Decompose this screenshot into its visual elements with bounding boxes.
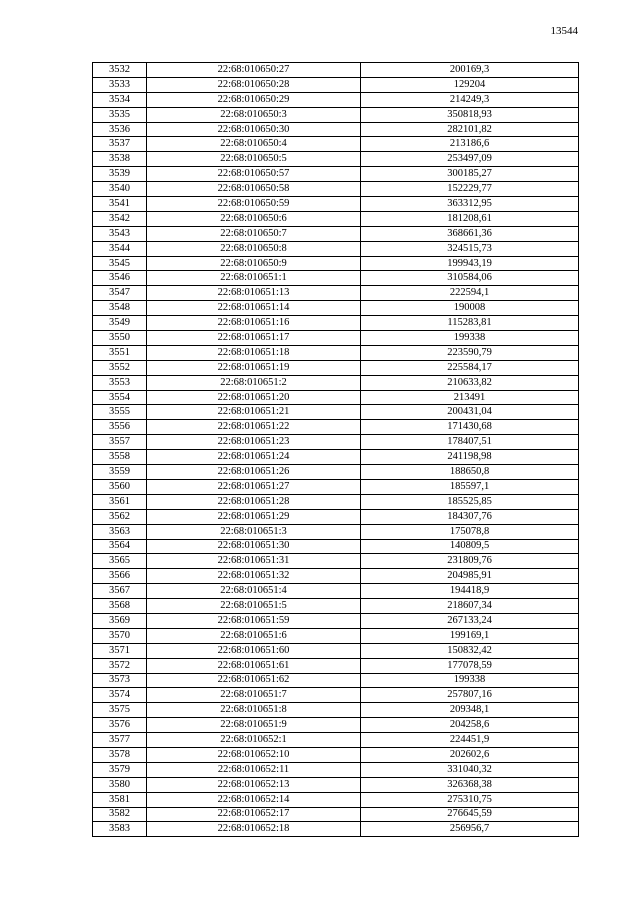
row-number-cell: 3552 <box>93 360 147 375</box>
cadastral-number-cell: 22:68:010650:3 <box>147 107 361 122</box>
value-cell: 225584,17 <box>361 360 579 375</box>
row-number-cell: 3579 <box>93 762 147 777</box>
cadastral-number-cell: 22:68:010651:60 <box>147 643 361 658</box>
value-cell: 199338 <box>361 331 579 346</box>
table-row <box>93 360 579 375</box>
cadastral-number-cell: 22:68:010651:30 <box>147 539 361 554</box>
value-cell: 241198,98 <box>361 450 579 465</box>
cadastral-number-cell: 22:68:010652:1 <box>147 733 361 748</box>
cadastral-number-cell: 22:68:010652:14 <box>147 792 361 807</box>
cadastral-number-cell: 22:68:010651:21 <box>147 405 361 420</box>
value-cell: 184307,76 <box>361 509 579 524</box>
table-row <box>93 747 579 762</box>
value-cell: 190008 <box>361 301 579 316</box>
table-row <box>93 509 579 524</box>
table-row <box>93 241 579 256</box>
cadastral-number-cell: 22:68:010652:10 <box>147 747 361 762</box>
table-row <box>93 182 579 197</box>
row-number-cell: 3564 <box>93 539 147 554</box>
value-cell: 200169,3 <box>361 63 579 78</box>
table-row <box>93 316 579 331</box>
cadastral-number-cell: 22:68:010650:30 <box>147 122 361 137</box>
row-number-cell: 3562 <box>93 509 147 524</box>
row-number-cell: 3576 <box>93 718 147 733</box>
cadastral-number-cell: 22:68:010651:18 <box>147 345 361 360</box>
row-number-cell: 3557 <box>93 435 147 450</box>
value-cell: 199943,19 <box>361 256 579 271</box>
cadastral-number-cell: 22:68:010651:16 <box>147 316 361 331</box>
table-row <box>93 122 579 137</box>
cadastral-number-cell: 22:68:010651:6 <box>147 628 361 643</box>
row-number-cell: 3574 <box>93 688 147 703</box>
table-row <box>93 77 579 92</box>
cadastral-number-cell: 22:68:010651:29 <box>147 509 361 524</box>
cadastral-number-cell: 22:68:010650:8 <box>147 241 361 256</box>
cadastral-number-cell: 22:68:010651:9 <box>147 718 361 733</box>
table-row <box>93 792 579 807</box>
table-row <box>93 658 579 673</box>
row-number-cell: 3541 <box>93 197 147 212</box>
row-number-cell: 3545 <box>93 256 147 271</box>
row-number-cell: 3568 <box>93 599 147 614</box>
table-row <box>93 152 579 167</box>
cadastral-number-cell: 22:68:010651:22 <box>147 420 361 435</box>
value-cell: 175078,8 <box>361 524 579 539</box>
value-cell: 178407,51 <box>361 435 579 450</box>
row-number-cell: 3533 <box>93 77 147 92</box>
row-number-cell: 3582 <box>93 807 147 822</box>
cadastral-number-cell: 22:68:010650:6 <box>147 211 361 226</box>
cadastral-number-cell: 22:68:010651:31 <box>147 554 361 569</box>
value-cell: 202602,6 <box>361 747 579 762</box>
value-cell: 224451,9 <box>361 733 579 748</box>
cadastral-number-cell: 22:68:010651:62 <box>147 673 361 688</box>
table-row <box>93 405 579 420</box>
cadastral-number-cell: 22:68:010650:57 <box>147 167 361 182</box>
value-cell: 300185,27 <box>361 167 579 182</box>
row-number-cell: 3580 <box>93 777 147 792</box>
row-number-cell: 3555 <box>93 405 147 420</box>
table-row <box>93 688 579 703</box>
table-row <box>93 390 579 405</box>
value-cell: 185525,85 <box>361 494 579 509</box>
cadastral-number-cell: 22:68:010651:14 <box>147 301 361 316</box>
row-number-cell: 3534 <box>93 92 147 107</box>
value-cell: 213186,6 <box>361 137 579 152</box>
row-number-cell: 3571 <box>93 643 147 658</box>
value-cell: 214249,3 <box>361 92 579 107</box>
row-number-cell: 3570 <box>93 628 147 643</box>
row-number-cell: 3560 <box>93 479 147 494</box>
cadastral-number-cell: 22:68:010651:7 <box>147 688 361 703</box>
cadastral-number-cell: 22:68:010650:59 <box>147 197 361 212</box>
table-row <box>93 643 579 658</box>
row-number-cell: 3561 <box>93 494 147 509</box>
value-cell: 204985,91 <box>361 569 579 584</box>
value-cell: 222594,1 <box>361 286 579 301</box>
value-cell: 275310,75 <box>361 792 579 807</box>
row-number-cell: 3536 <box>93 122 147 137</box>
page-number: 13544 <box>550 25 578 37</box>
row-number-cell: 3540 <box>93 182 147 197</box>
row-number-cell: 3563 <box>93 524 147 539</box>
cadastral-number-cell: 22:68:010651:27 <box>147 479 361 494</box>
table-row <box>93 420 579 435</box>
row-number-cell: 3543 <box>93 226 147 241</box>
cadastral-number-cell: 22:68:010651:20 <box>147 390 361 405</box>
table-row <box>93 599 579 614</box>
cadastral-number-cell: 22:68:010651:59 <box>147 613 361 628</box>
cadastral-number-cell: 22:68:010650:4 <box>147 137 361 152</box>
row-number-cell: 3550 <box>93 331 147 346</box>
value-cell: 181208,61 <box>361 211 579 226</box>
value-cell: 210633,82 <box>361 375 579 390</box>
table-row <box>93 197 579 212</box>
value-cell: 368661,36 <box>361 226 579 241</box>
cadastral-number-cell: 22:68:010650:7 <box>147 226 361 241</box>
value-cell: 267133,24 <box>361 613 579 628</box>
row-number-cell: 3535 <box>93 107 147 122</box>
value-cell: 257807,16 <box>361 688 579 703</box>
value-cell: 282101,82 <box>361 122 579 137</box>
value-cell: 200431,04 <box>361 405 579 420</box>
row-number-cell: 3577 <box>93 733 147 748</box>
table-row <box>93 807 579 822</box>
table-row <box>93 256 579 271</box>
value-cell: 363312,95 <box>361 197 579 212</box>
table-row <box>93 92 579 107</box>
table-row <box>93 762 579 777</box>
row-number-cell: 3532 <box>93 63 147 78</box>
row-number-cell: 3554 <box>93 390 147 405</box>
table-row <box>93 524 579 539</box>
value-cell: 324515,73 <box>361 241 579 256</box>
cadastral-number-cell: 22:68:010651:1 <box>147 271 361 286</box>
row-number-cell: 3546 <box>93 271 147 286</box>
cadastral-number-cell: 22:68:010651:3 <box>147 524 361 539</box>
row-number-cell: 3567 <box>93 584 147 599</box>
row-number-cell: 3556 <box>93 420 147 435</box>
row-number-cell: 3558 <box>93 450 147 465</box>
row-number-cell: 3542 <box>93 211 147 226</box>
value-cell: 129204 <box>361 77 579 92</box>
cadastral-number-cell: 22:68:010651:2 <box>147 375 361 390</box>
row-number-cell: 3578 <box>93 747 147 762</box>
table-row <box>93 137 579 152</box>
cadastral-table <box>92 62 579 837</box>
row-number-cell: 3573 <box>93 673 147 688</box>
table-row <box>93 271 579 286</box>
table-row <box>93 703 579 718</box>
cadastral-number-cell: 22:68:010650:5 <box>147 152 361 167</box>
row-number-cell: 3566 <box>93 569 147 584</box>
table-row <box>93 673 579 688</box>
value-cell: 213491 <box>361 390 579 405</box>
row-number-cell: 3553 <box>93 375 147 390</box>
value-cell: 209348,1 <box>361 703 579 718</box>
cadastral-number-cell: 22:68:010652:11 <box>147 762 361 777</box>
row-number-cell: 3549 <box>93 316 147 331</box>
cadastral-number-cell: 22:68:010651:13 <box>147 286 361 301</box>
value-cell: 310584,06 <box>361 271 579 286</box>
cadastral-number-cell: 22:68:010651:4 <box>147 584 361 599</box>
table-row <box>93 345 579 360</box>
cadastral-number-cell: 22:68:010651:24 <box>147 450 361 465</box>
value-cell: 199169,1 <box>361 628 579 643</box>
cadastral-number-cell: 22:68:010651:61 <box>147 658 361 673</box>
table-row <box>93 286 579 301</box>
row-number-cell: 3538 <box>93 152 147 167</box>
value-cell: 331040,32 <box>361 762 579 777</box>
cadastral-number-cell: 22:68:010651:32 <box>147 569 361 584</box>
row-number-cell: 3548 <box>93 301 147 316</box>
table-row <box>93 777 579 792</box>
value-cell: 185597,1 <box>361 479 579 494</box>
row-number-cell: 3539 <box>93 167 147 182</box>
table-row <box>93 331 579 346</box>
row-number-cell: 3559 <box>93 465 147 480</box>
value-cell: 140809,5 <box>361 539 579 554</box>
table-row <box>93 569 579 584</box>
value-cell: 276645,59 <box>361 807 579 822</box>
value-cell: 218607,34 <box>361 599 579 614</box>
value-cell: 199338 <box>361 673 579 688</box>
table-row <box>93 718 579 733</box>
value-cell: 204258,6 <box>361 718 579 733</box>
table-row <box>93 613 579 628</box>
cadastral-number-cell: 22:68:010651:19 <box>147 360 361 375</box>
table-row <box>93 584 579 599</box>
cadastral-number-cell: 22:68:010652:18 <box>147 822 361 837</box>
value-cell: 152229,77 <box>361 182 579 197</box>
cadastral-number-cell: 22:68:010650:27 <box>147 63 361 78</box>
table-row <box>93 539 579 554</box>
table-row <box>93 435 579 450</box>
value-cell: 188650,8 <box>361 465 579 480</box>
row-number-cell: 3537 <box>93 137 147 152</box>
table-row <box>93 733 579 748</box>
cadastral-number-cell: 22:68:010652:13 <box>147 777 361 792</box>
cadastral-number-cell: 22:68:010651:5 <box>147 599 361 614</box>
value-cell: 231809,76 <box>361 554 579 569</box>
table-row <box>93 494 579 509</box>
value-cell: 194418,9 <box>361 584 579 599</box>
row-number-cell: 3569 <box>93 613 147 628</box>
value-cell: 256956,7 <box>361 822 579 837</box>
row-number-cell: 3572 <box>93 658 147 673</box>
cadastral-number-cell: 22:68:010651:26 <box>147 465 361 480</box>
table-row <box>93 450 579 465</box>
row-number-cell: 3565 <box>93 554 147 569</box>
table-row <box>93 465 579 480</box>
cadastral-number-cell: 22:68:010650:28 <box>147 77 361 92</box>
cadastral-number-cell: 22:68:010651:8 <box>147 703 361 718</box>
cadastral-number-cell: 22:68:010652:17 <box>147 807 361 822</box>
value-cell: 177078,59 <box>361 658 579 673</box>
table-row <box>93 479 579 494</box>
table-row <box>93 822 579 837</box>
table-row <box>93 107 579 122</box>
table-row <box>93 301 579 316</box>
cadastral-number-cell: 22:68:010651:28 <box>147 494 361 509</box>
row-number-cell: 3544 <box>93 241 147 256</box>
table-row <box>93 226 579 241</box>
table-body <box>93 63 579 837</box>
table-row <box>93 375 579 390</box>
table-row <box>93 628 579 643</box>
value-cell: 350818,93 <box>361 107 579 122</box>
value-cell: 115283,81 <box>361 316 579 331</box>
cadastral-number-cell: 22:68:010650:9 <box>147 256 361 271</box>
cadastral-number-cell: 22:68:010650:29 <box>147 92 361 107</box>
value-cell: 223590,79 <box>361 345 579 360</box>
value-cell: 150832,42 <box>361 643 579 658</box>
row-number-cell: 3547 <box>93 286 147 301</box>
cadastral-number-cell: 22:68:010651:23 <box>147 435 361 450</box>
table-row <box>93 63 579 78</box>
cadastral-number-cell: 22:68:010651:17 <box>147 331 361 346</box>
row-number-cell: 3551 <box>93 345 147 360</box>
row-number-cell: 3575 <box>93 703 147 718</box>
table-row <box>93 167 579 182</box>
cadastral-number-cell: 22:68:010650:58 <box>147 182 361 197</box>
row-number-cell: 3581 <box>93 792 147 807</box>
value-cell: 326368,38 <box>361 777 579 792</box>
value-cell: 253497,09 <box>361 152 579 167</box>
table-row <box>93 554 579 569</box>
table-row <box>93 211 579 226</box>
row-number-cell: 3583 <box>93 822 147 837</box>
value-cell: 171430,68 <box>361 420 579 435</box>
